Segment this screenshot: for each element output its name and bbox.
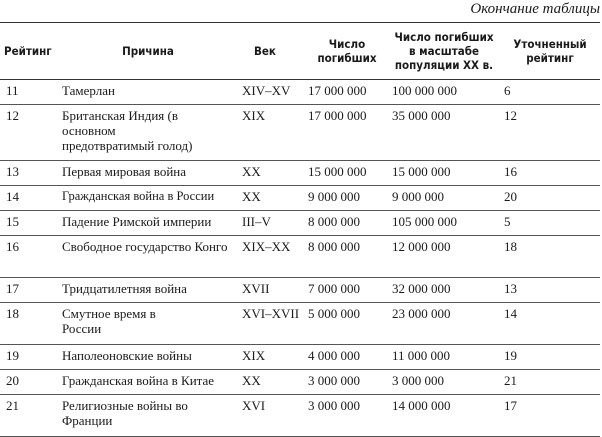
cell-rank: 17 <box>0 278 56 303</box>
cell-cause: Британская Индия (в основном предотвратимый голод) <box>56 105 240 161</box>
header-century: Век <box>240 23 306 80</box>
table-row <box>0 161 600 186</box>
cell-deaths: 17 000 000 <box>306 105 388 161</box>
cell-deaths: 5 000 000 <box>306 303 388 345</box>
table-row <box>0 395 600 437</box>
cell-century: XX <box>240 370 306 395</box>
cell-cause: Гражданская война в России <box>56 186 240 211</box>
table-row <box>0 370 600 395</box>
header-deaths: Число погибших <box>306 23 388 80</box>
cell-rank: 21 <box>0 395 56 437</box>
cell-deaths: 9 000 000 <box>306 186 388 211</box>
header-cause: Причина <box>56 23 240 80</box>
cell-rank: 11 <box>0 80 56 105</box>
cell-rank: 12 <box>0 105 56 161</box>
cell-deaths: 4 000 000 <box>306 345 388 370</box>
cell-rank: 16 <box>0 236 56 278</box>
cell-scaled: 14 000 000 <box>388 395 500 437</box>
table-row <box>0 236 600 278</box>
cell-scaled: 12 000 000 <box>388 236 500 278</box>
cell-cause: Гражданская война в Китае <box>56 370 240 395</box>
table-row <box>0 303 600 345</box>
cell-century: III–V <box>240 211 306 236</box>
cell-refined: 12 <box>500 105 600 161</box>
cell-deaths: 3 000 000 <box>306 395 388 437</box>
cell-cause: Смутное время в России <box>56 303 240 345</box>
cell-deaths: 8 000 000 <box>306 211 388 236</box>
cell-scaled: 11 000 000 <box>388 345 500 370</box>
cell-refined: 6 <box>500 80 600 105</box>
header-scaled: Число погибших в масштабе популяции XX в. <box>388 23 500 80</box>
cell-scaled: 35 000 000 <box>388 105 500 161</box>
cell-deaths: 15 000 000 <box>306 161 388 186</box>
table-row <box>0 80 600 105</box>
cell-cause: Религиозные войны во Франции <box>56 395 240 437</box>
cell-deaths: 8 000 000 <box>306 236 388 278</box>
cell-century: XIV–XV <box>240 80 306 105</box>
cell-deaths: 7 000 000 <box>306 278 388 303</box>
header-refined: Уточненный рейтинг <box>500 23 600 80</box>
cell-refined: 20 <box>500 186 600 211</box>
cell-rank: 19 <box>0 345 56 370</box>
cell-century: XIX <box>240 105 306 161</box>
cell-refined: 16 <box>500 161 600 186</box>
cell-cause: Первая мировая война <box>56 161 240 186</box>
cell-century: XVI–XVII <box>240 303 306 345</box>
cell-scaled: 100 000 000 <box>388 80 500 105</box>
cell-rank: 13 <box>0 161 56 186</box>
header-rank: Рейтинг <box>0 23 56 80</box>
cell-scaled: 15 000 000 <box>388 161 500 186</box>
cell-rank: 14 <box>0 186 56 211</box>
cell-cause: Наполеоновские войны <box>56 345 240 370</box>
cell-refined: 21 <box>500 370 600 395</box>
table-row <box>0 345 600 370</box>
table-row <box>0 211 600 236</box>
cell-cause: Падение Римской империи <box>56 211 240 236</box>
cell-refined: 5 <box>500 211 600 236</box>
cell-scaled: 105 000 000 <box>388 211 500 236</box>
table-caption: Окончание таблицы <box>470 1 600 17</box>
cell-cause: Тридцатилетняя война <box>56 278 240 303</box>
cell-century: XIX–XX <box>240 236 306 278</box>
table-header-row <box>0 23 600 80</box>
cell-century: XVI <box>240 395 306 437</box>
cell-cause: Тамерлан <box>56 80 240 105</box>
cell-cause: Свободное государство Конго <box>56 236 240 278</box>
cell-rank: 20 <box>0 370 56 395</box>
cell-scaled: 32 000 000 <box>388 278 500 303</box>
cell-century: XX <box>240 161 306 186</box>
cell-rank: 18 <box>0 303 56 345</box>
casualties-table <box>0 22 600 437</box>
cell-refined: 18 <box>500 236 600 278</box>
cell-century: XVII <box>240 278 306 303</box>
cell-rank: 15 <box>0 211 56 236</box>
table-row <box>0 186 600 211</box>
cell-scaled: 9 000 000 <box>388 186 500 211</box>
cell-refined: 14 <box>500 303 600 345</box>
table-row <box>0 278 600 303</box>
table-row <box>0 105 600 161</box>
cell-century: XX <box>240 186 306 211</box>
cell-scaled: 23 000 000 <box>388 303 500 345</box>
cell-refined: 17 <box>500 395 600 437</box>
cell-refined: 13 <box>500 278 600 303</box>
cell-century: XIX <box>240 345 306 370</box>
cell-deaths: 3 000 000 <box>306 370 388 395</box>
cell-scaled: 3 000 000 <box>388 370 500 395</box>
cell-refined: 19 <box>500 345 600 370</box>
cell-deaths: 17 000 000 <box>306 80 388 105</box>
